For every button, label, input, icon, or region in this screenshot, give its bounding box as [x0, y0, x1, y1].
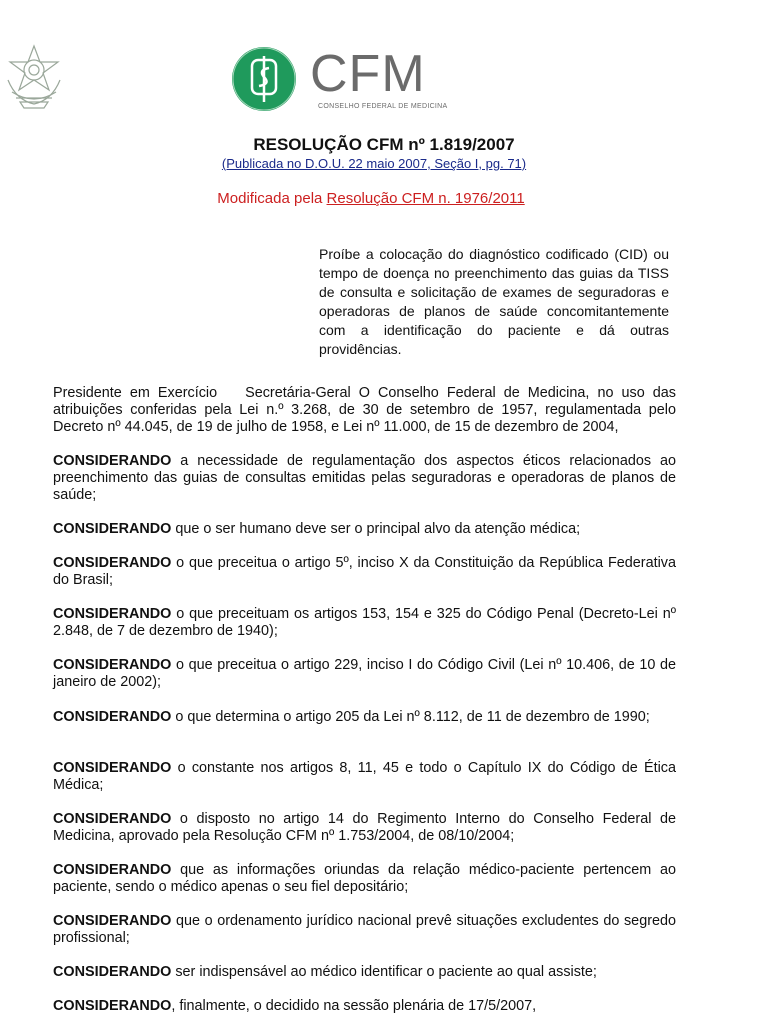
considerando-keyword: CONSIDERANDO	[53, 453, 172, 469]
considerando-text: ser indispensável ao médico identificar o paciente ao qual assiste;	[171, 964, 597, 980]
preamble-text: Secretária-Geral O Conselho Federal de Medicina, no uso das atribuições conferidas pela Lei n.º 3.268, de 30 de setembro de 1957, regulamentada pelo Decreto nº 44.045, de 19 de julho de 1958, e Lei nº 11.000, de 15 de dezembro de 2004,	[53, 385, 676, 435]
document-title: RESOLUÇÃO CFM nº 1.819/2007	[253, 135, 515, 154]
considerando-paragraph	[53, 913, 676, 947]
considerando-text: , finalmente, o decidido na sessão plenária de 17/5/2007,	[171, 998, 537, 1014]
coat-of-arms-seal	[2, 42, 66, 114]
considerando-text: que o ser humano deve ser o principal alvo da atenção médica;	[171, 521, 581, 537]
considerando-paragraph	[53, 657, 676, 691]
modification-note	[0, 190, 742, 208]
considerando-keyword: CONSIDERANDO	[53, 521, 172, 537]
resolution-summary: Proíbe a colocação do diagnóstico codificado (CID) ou tempo de doença no preenchimento das guias da TISS de consulta e solicitação de exames de seguradoras e operadoras de planos de saúde concomitantemente com a identificação do paciente e dá outras providências.	[319, 246, 669, 357]
considerando-text: que o ordenamento jurídico nacional prevê situações excludentes do segredo profissional;	[53, 913, 676, 946]
cfm-logo-text: CFM	[310, 45, 426, 103]
considerando-keyword: CONSIDERANDO	[53, 811, 172, 827]
considerando-paragraph	[53, 709, 676, 726]
considerando-paragraph	[53, 555, 676, 589]
considerando-keyword: CONSIDERANDO	[53, 913, 172, 929]
considerando-keyword: CONSIDERANDO	[53, 964, 172, 980]
cfm-logo-subtitle: CONSELHO FEDERAL DE MEDICINA	[318, 103, 448, 110]
publication-link[interactable]: (Publicada no D.O.U. 22 maio 2007, Seção I, pg. 71)	[221, 156, 527, 171]
considerando-keyword: CONSIDERANDO	[53, 862, 172, 878]
considerando-paragraph	[53, 606, 676, 640]
considerando-text: o que determina o artigo 205 da Lei nº 8.112, de 11 de dezembro de 1990;	[171, 709, 650, 725]
considerando-paragraph	[53, 760, 676, 794]
preamble-paragraph	[53, 385, 676, 436]
considerando-text: o que preceituam os artigos 153, 154 e 325 do Código Penal (Decreto-Lei nº 2.848, de 7 de dezembro de 1940);	[53, 606, 676, 639]
considerando-text: o que preceitua o artigo 5º, inciso X da Constituição da República Federativa do Brasil;	[53, 555, 676, 588]
considerando-text: o constante nos artigos 8, 11, 45 e todo o Capítulo IX do Código de Ética Médica;	[53, 760, 676, 793]
considerando-keyword: CONSIDERANDO	[53, 555, 172, 571]
considerando-paragraph	[53, 811, 676, 845]
considerando-keyword: CONSIDERANDO	[53, 606, 172, 622]
cfm-logo-icon	[231, 46, 297, 112]
considerando-text: o disposto no artigo 14 do Regimento Interno do Conselho Federal de Medicina, aprovado pela Resolução CFM nº 1.753/2004, de 08/10/2004;	[53, 811, 676, 844]
considerando-text: o que preceitua o artigo 229, inciso I do Código Civil (Lei nº 10.406, de 10 de janeiro de 2002);	[53, 657, 676, 690]
preamble-role: Presidente em Exercício	[53, 385, 218, 401]
considerando-paragraph	[53, 862, 676, 896]
modification-prefix: Modificada pela	[217, 190, 327, 207]
considerando-paragraph	[53, 998, 676, 1015]
modification-link[interactable]: Resolução CFM n. 1976/2011	[326, 190, 525, 207]
considerando-text: que as informações oriundas da relação médico-paciente pertencem ao paciente, sendo o médico apenas o seu fiel depositário;	[53, 862, 676, 895]
considerando-keyword: CONSIDERANDO	[53, 709, 172, 725]
considerando-keyword: CONSIDERANDO	[53, 657, 172, 673]
considerando-keyword: CONSIDERANDO	[53, 998, 172, 1014]
considerando-paragraph	[53, 453, 676, 504]
considerando-keyword: CONSIDERANDO	[53, 760, 172, 776]
considerando-paragraph	[53, 964, 676, 981]
considerando-paragraph	[53, 521, 676, 538]
considerando-text: a necessidade de regulamentação dos aspectos éticos relacionados ao preenchimento das guias de consultas emitidas pelas seguradoras e operadoras de planos de saúde;	[53, 453, 676, 503]
